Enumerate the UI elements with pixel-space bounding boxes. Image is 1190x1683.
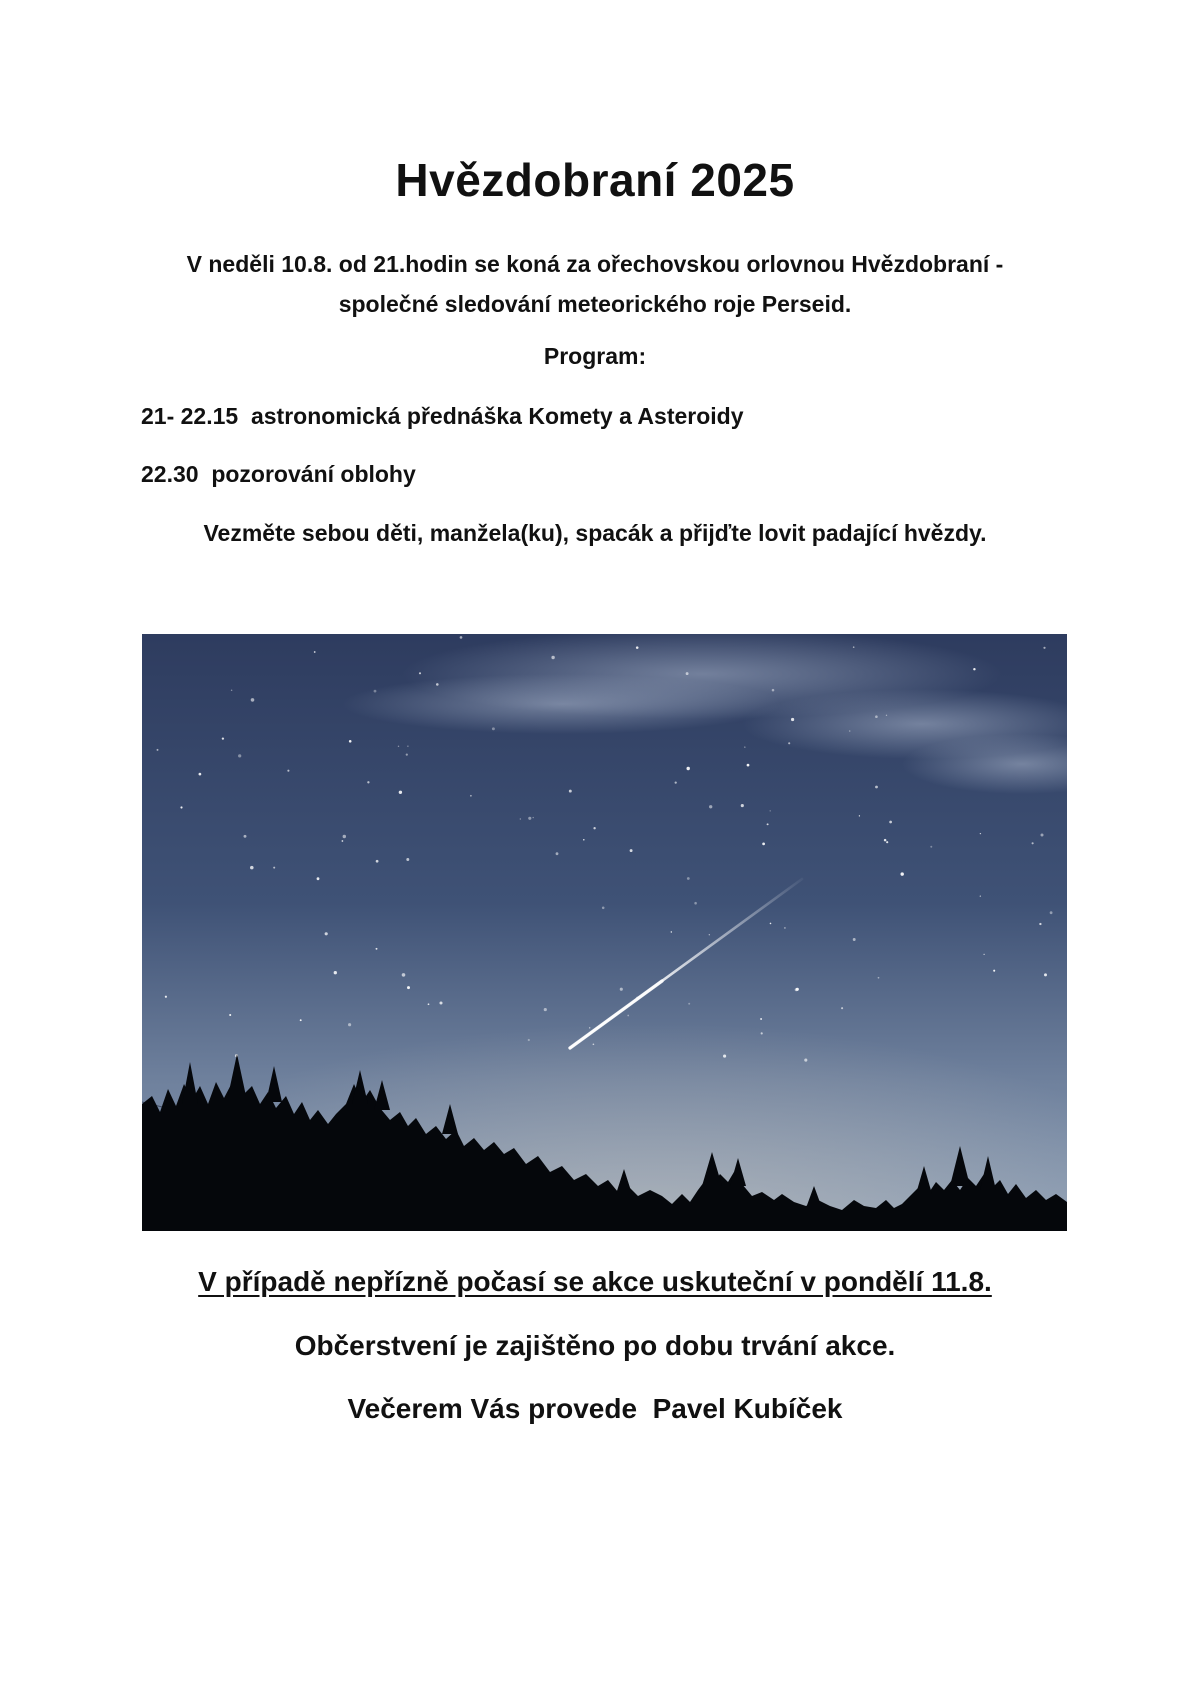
star	[770, 923, 772, 925]
star	[334, 971, 337, 974]
star	[398, 746, 399, 747]
star	[238, 754, 241, 757]
star	[533, 817, 534, 818]
star	[686, 767, 689, 770]
star	[569, 790, 572, 793]
star	[287, 770, 289, 772]
star	[593, 1043, 595, 1045]
star	[1044, 973, 1047, 976]
star	[630, 849, 633, 852]
invitation-text: Vezměte sebou děti, manžela(ku), spacák a přijďte lovit padající hvězdy.	[203, 520, 987, 546]
star	[367, 781, 369, 783]
star	[849, 730, 851, 732]
star	[687, 877, 690, 880]
star	[784, 927, 786, 929]
guide-credit: Večerem Vás provede Pavel Kubíček	[347, 1393, 843, 1424]
star	[709, 805, 712, 808]
star	[556, 852, 559, 855]
meteor-night-sky-photo	[142, 634, 1067, 1231]
star	[222, 737, 224, 739]
star	[520, 818, 521, 819]
star	[875, 786, 878, 789]
star	[157, 749, 159, 751]
star	[694, 902, 697, 905]
star	[741, 804, 744, 807]
star	[349, 740, 352, 743]
star	[593, 827, 595, 829]
star	[528, 817, 531, 820]
star	[407, 746, 408, 747]
star	[492, 727, 495, 730]
star	[886, 841, 888, 843]
star	[374, 690, 377, 693]
star	[770, 810, 771, 811]
star	[788, 742, 790, 744]
star	[250, 866, 254, 870]
star	[314, 651, 316, 653]
star	[602, 907, 605, 910]
star	[1041, 834, 1044, 837]
star	[273, 867, 275, 869]
star	[436, 683, 439, 686]
star	[1050, 911, 1053, 914]
star	[973, 668, 975, 670]
star	[930, 846, 932, 848]
star	[878, 977, 880, 979]
star	[544, 1008, 547, 1011]
star	[983, 954, 984, 955]
star	[901, 872, 904, 875]
star	[853, 938, 856, 941]
weather-notice: V případě nepřízně počasí se akce uskuteční v pondělí 11.8.	[198, 1266, 992, 1297]
star	[251, 698, 255, 702]
star	[231, 690, 233, 692]
program-item-lecture: 21- 22.15 astronomická přednáška Komety a Asteroidy	[141, 403, 744, 429]
refreshments-notice: Občerstvení je zajištěno po dobu trvání akce.	[294, 1330, 896, 1361]
star	[884, 839, 887, 842]
star	[762, 843, 765, 846]
star	[747, 764, 750, 767]
star	[406, 754, 408, 756]
star	[300, 1019, 302, 1021]
star	[348, 1023, 351, 1026]
star	[376, 860, 379, 863]
star	[853, 646, 855, 648]
star	[859, 815, 860, 816]
star	[244, 835, 247, 838]
star	[317, 877, 320, 880]
star	[889, 821, 892, 824]
star	[399, 791, 402, 794]
star	[551, 656, 554, 659]
star	[199, 773, 202, 776]
star	[627, 1015, 629, 1017]
star	[744, 746, 746, 748]
intro-line-1: V neděli 10.8. od 21.hodin se koná za ořechovskou orlovnou Hvězdobraní -	[186, 251, 1004, 277]
intro-line-2: společné sledování meteorického roje Perseid.	[338, 291, 852, 317]
star	[376, 948, 378, 950]
star	[760, 1018, 762, 1020]
star	[671, 931, 672, 932]
star	[428, 1003, 430, 1005]
star	[636, 646, 639, 649]
star	[886, 715, 887, 716]
star	[1039, 923, 1041, 925]
star	[688, 1003, 690, 1005]
star	[709, 934, 710, 935]
star	[686, 672, 689, 675]
cloud-wisp	[342, 674, 782, 734]
star	[796, 988, 799, 991]
star	[229, 1014, 231, 1016]
star	[980, 833, 981, 834]
star	[402, 973, 406, 977]
star	[980, 895, 981, 896]
star	[583, 839, 585, 841]
star	[804, 1059, 807, 1062]
star	[772, 689, 775, 692]
star	[841, 1007, 843, 1009]
star	[342, 840, 344, 842]
star	[407, 986, 410, 989]
intro-paragraph	[120, 244, 1070, 324]
star	[589, 1027, 590, 1028]
program-label: Program:	[543, 343, 647, 369]
star	[723, 1055, 726, 1058]
star	[406, 858, 409, 861]
program-item-observation: 22.30 pozorování oblohy	[141, 461, 416, 487]
star	[1032, 842, 1034, 844]
star	[180, 806, 182, 808]
star	[165, 996, 167, 998]
star	[791, 718, 794, 721]
star	[343, 835, 346, 838]
star	[470, 795, 472, 797]
star	[767, 823, 769, 825]
star	[439, 1001, 442, 1004]
star	[325, 932, 328, 935]
star	[460, 636, 463, 639]
star	[993, 970, 995, 972]
page-title: Hvězdobraní 2025	[395, 154, 795, 206]
star	[761, 1032, 763, 1034]
star	[620, 988, 623, 991]
star	[675, 781, 677, 783]
star	[875, 715, 878, 718]
star	[1043, 647, 1045, 649]
star	[528, 1039, 530, 1041]
star	[419, 672, 421, 674]
